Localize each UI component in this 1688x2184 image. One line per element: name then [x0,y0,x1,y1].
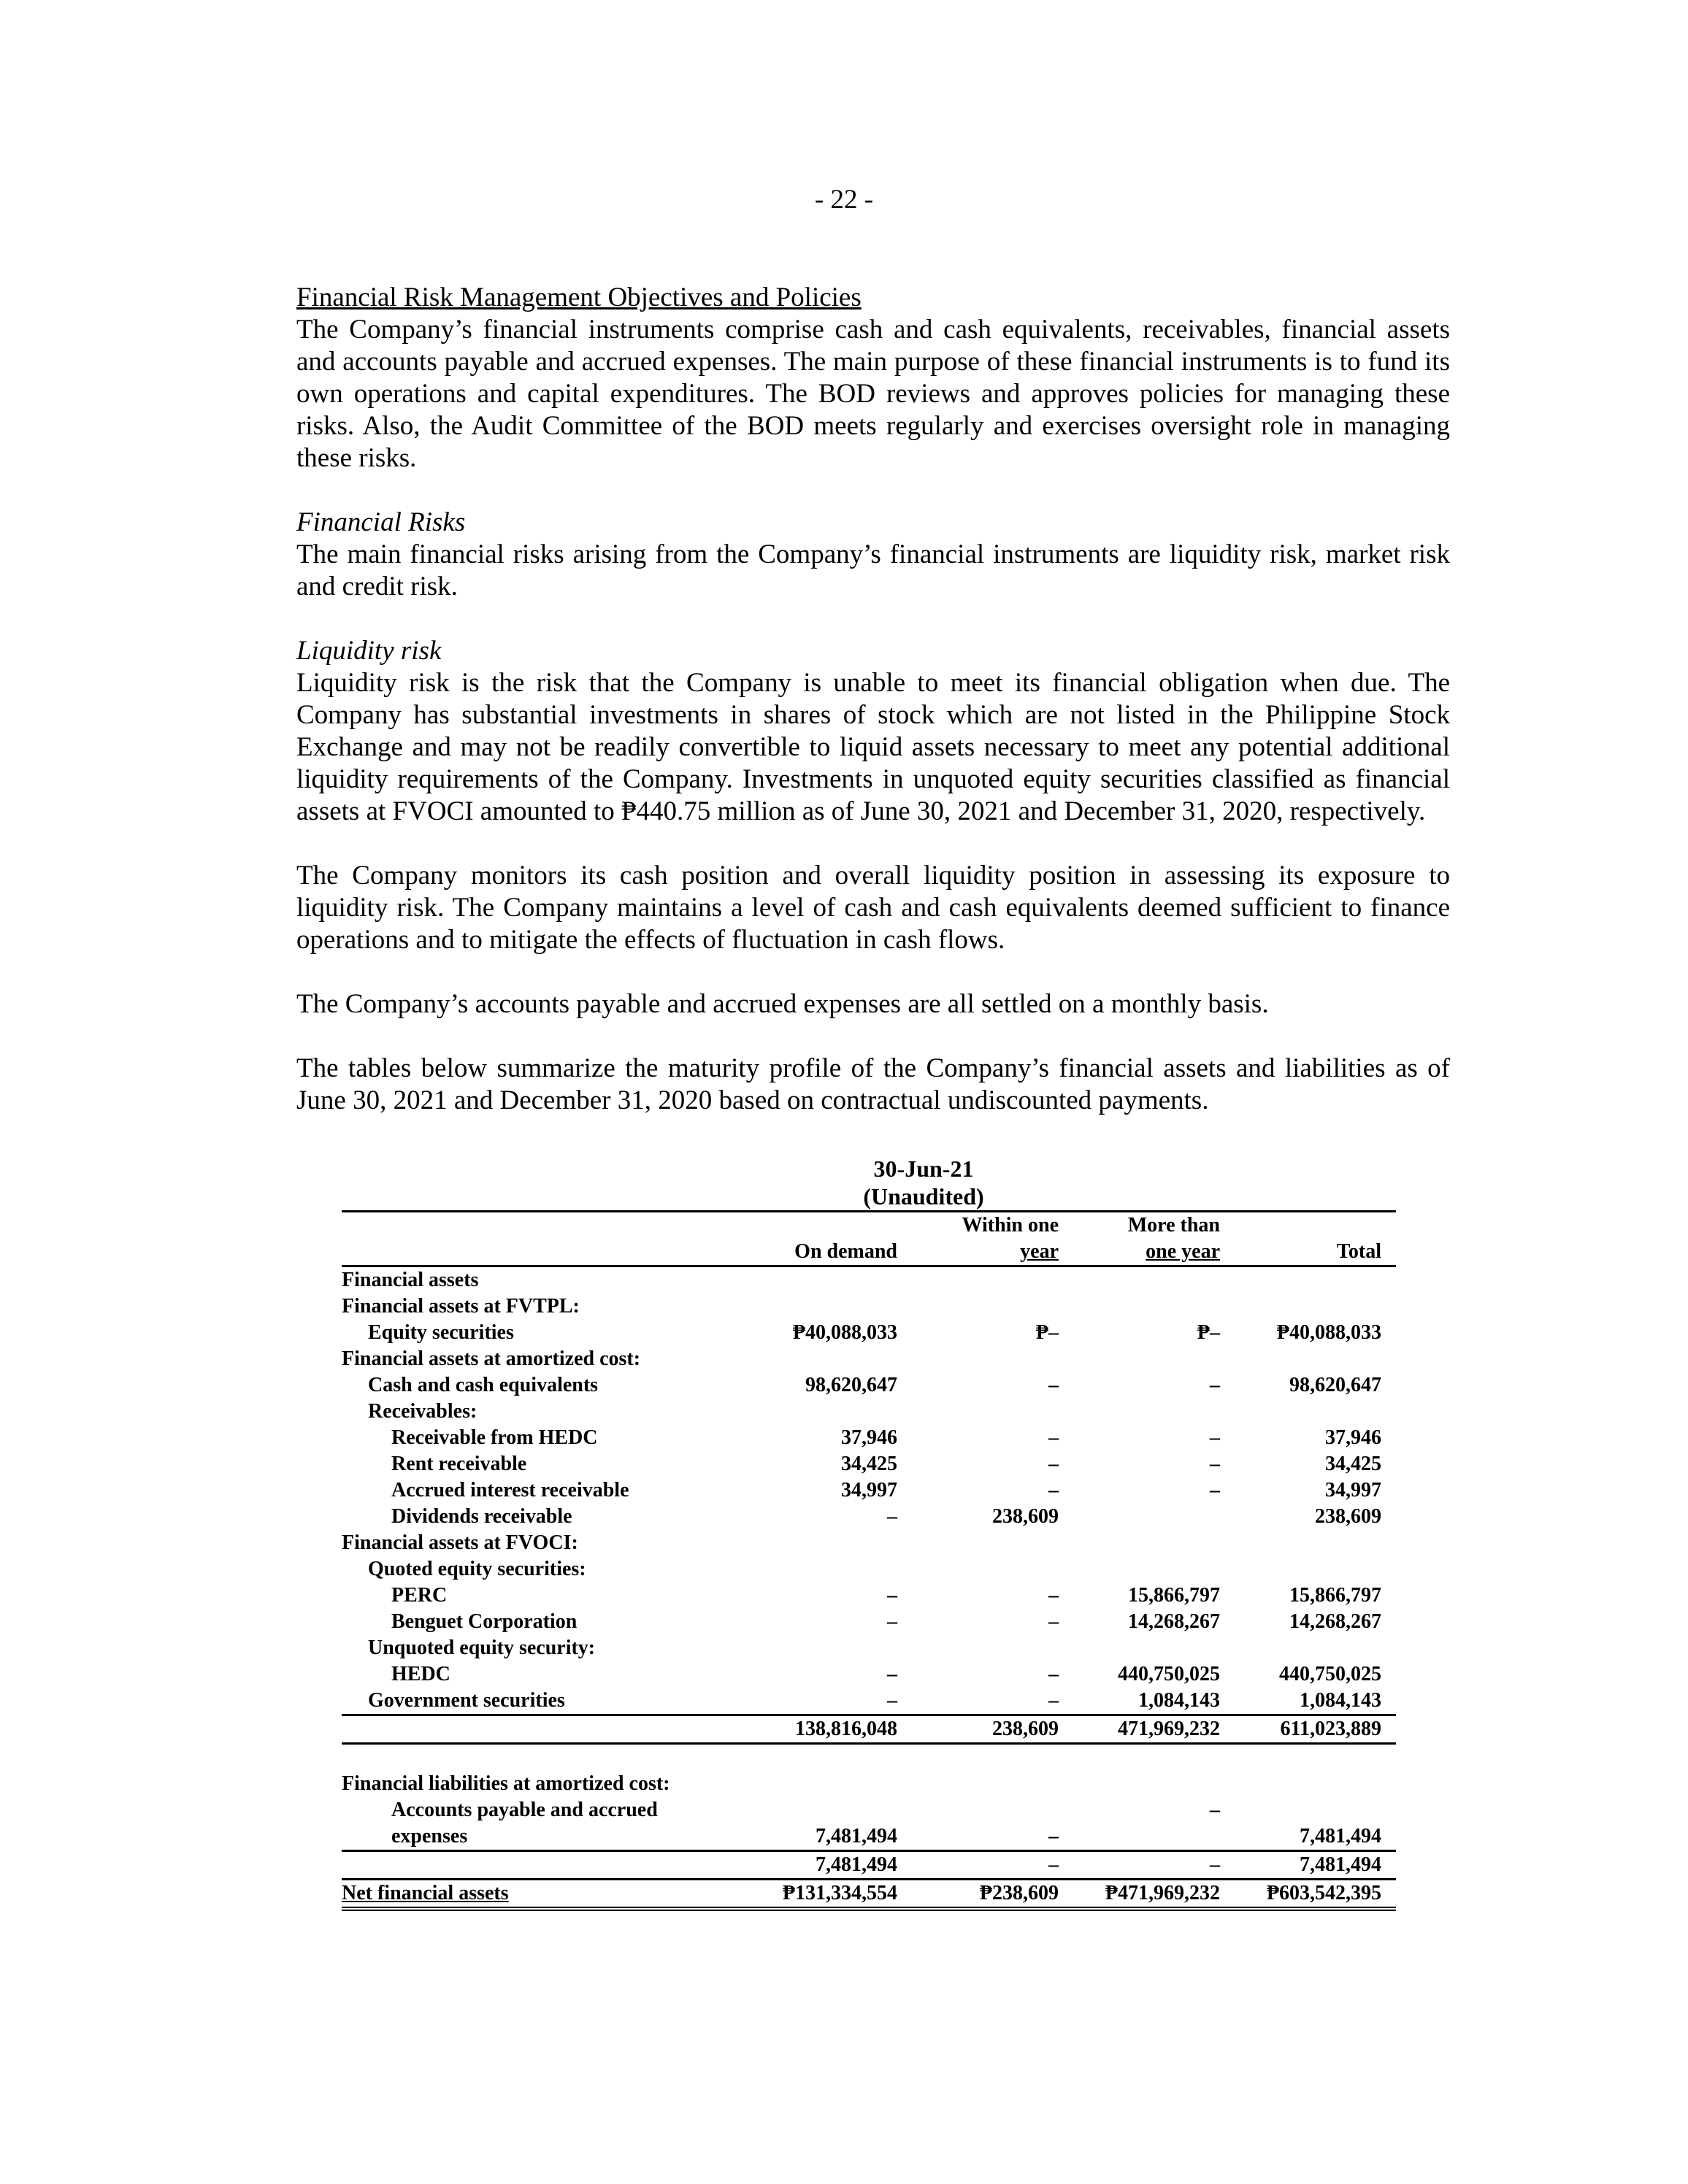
frm-paragraph: The Company’s financial instruments comprise cash and cash equivalents, receivables, financial assets and accounts payable and accrued expenses. The main purpose of these financial instruments is to fund its own operations and capital expenditures. The BOD reviews and approves policies for managing these risks. Also, the Audit Committee of the BOD meets regularly and exercises oversight role in managing these risks. [296,315,1450,473]
row-value [1073,1346,1235,1372]
row-value: 14,268,267 [1128,1610,1220,1633]
row-value [1073,1399,1235,1425]
row-value: ₱– [1197,1321,1220,1344]
row-value: 238,609 [1315,1505,1381,1528]
row-value [912,1635,1073,1661]
row-value [751,1399,912,1425]
row-value: 15,866,797 [1128,1584,1220,1607]
row-value: 37,946 [1325,1426,1381,1449]
row-label: Unquoted equity security: [368,1637,596,1659]
net-more-than: ₱471,969,232 [1073,1880,1235,1910]
document-body [296,282,1450,1117]
accounts-payable-row-1 [342,1797,1396,1823]
row-label: Financial assets [342,1269,479,1291]
table-row [342,1661,1396,1688]
table-row [342,1688,1396,1715]
liabilities-heading: Financial liabilities at amortized cost: [342,1772,670,1795]
assets-total-total: 611,023,889 [1235,1715,1396,1744]
liabilities-total-row [342,1851,1396,1880]
net-financial-assets-label: Net financial assets [342,1880,751,1910]
row-value [912,1530,1073,1556]
table-row [342,1635,1396,1661]
row-value: – [1048,1610,1059,1633]
row-label: Dividends receivable [391,1505,572,1528]
row-value [1235,1530,1396,1556]
table-row [342,1293,1396,1320]
table-row [342,1399,1396,1425]
row-value [1235,1399,1396,1425]
table-row [342,1372,1396,1399]
net-financial-assets-row [342,1880,1396,1910]
row-label: Receivables: [368,1400,477,1423]
row-value: – [887,1610,897,1633]
row-value [1073,1635,1235,1661]
table-caption-status: (Unaudited) [863,1183,984,1210]
assets-total-row [342,1715,1396,1744]
row-value [1073,1293,1235,1320]
row-value [912,1293,1073,1320]
header-total: Total [1235,1239,1396,1266]
table-row [342,1530,1396,1556]
row-label: Financial assets at FVOCI: [342,1531,578,1554]
liquidity-risk-heading: Liquidity risk [296,636,442,666]
row-value: – [1048,1479,1059,1502]
row-value: – [1210,1453,1220,1475]
accounts-payable-more-dash: – [1210,1799,1220,1821]
row-label: Accrued interest receivable [391,1479,629,1502]
row-value: 98,620,647 [805,1374,897,1396]
row-value: – [1048,1374,1059,1396]
row-value [912,1266,1073,1294]
row-value: 440,750,025 [1279,1663,1381,1685]
row-value: 15,866,797 [1289,1584,1381,1607]
liquidity-risk-paragraph-1: Liquidity risk is the risk that the Company is unable to meet its financial obligation when due. The Company has substantial investments in shares of stock which are not listed in the Philippine Stock Exchange and may not be readily convertible to liquid assets necessary to meet any potential additional liquidity requirements of the Company. Investments in unquoted equity securities classified as financial assets at FVOCI amounted to ₱440.75 million as of June 30, 2021 and December 31, 2020, respectively. [296,668,1450,826]
row-value [1073,1266,1235,1294]
row-value: 440,750,025 [1118,1663,1220,1685]
row-label: PERC [391,1584,448,1607]
table-row [342,1556,1396,1583]
net-within-one: ₱238,609 [912,1880,1073,1910]
liquidity-risk-paragraph-2: The Company monitors its cash position and overall liquidity position in assessing its exposure to liquidity risk. The Company maintains a level of cash and cash equivalents deemed sufficient to finance operations and to mitigate the effects of fluctuation in cash flows. [296,861,1450,955]
row-label: HEDC [391,1663,450,1685]
row-value [751,1556,912,1583]
row-value: – [1048,1584,1059,1607]
header-more-than-1: More than [1073,1212,1235,1239]
row-value: – [1210,1426,1220,1449]
row-value [751,1266,912,1294]
row-label: Financial assets at amortized cost: [342,1347,641,1370]
maturity-table-section [342,1155,1396,1911]
financial-risks-heading: Financial Risks [296,507,466,537]
row-value [912,1556,1073,1583]
row-value: – [1048,1426,1059,1449]
row-value: – [912,1688,1073,1715]
asset-rows [342,1266,1396,1715]
row-value: – [887,1584,897,1607]
frm-heading: Financial Risk Management Objectives and Policies [296,282,862,312]
table-row [342,1266,1396,1294]
row-label: Financial assets at FVTPL: [342,1295,580,1318]
row-label: Rent receivable [391,1453,527,1475]
accounts-payable-within-one: – [912,1823,1073,1851]
table-row [342,1346,1396,1372]
row-value: 1,084,143 [1235,1688,1396,1715]
liabilities-total-within-one: – [912,1851,1073,1880]
net-total: ₱603,542,395 [1235,1880,1396,1910]
row-value [1235,1635,1396,1661]
row-value: – [887,1505,897,1528]
liquidity-risk-paragraph-3: The Company’s accounts payable and accrued expenses are all settled on a monthly basis. [296,989,1269,1019]
row-value [1073,1504,1235,1530]
maturity-profile-table [342,1210,1396,1911]
table-row [342,1609,1396,1635]
table-row [342,1425,1396,1451]
table-row [342,1504,1396,1530]
header-on-demand: On demand [751,1239,912,1266]
financial-risks-paragraph: The main financial risks arising from the Company’s financial instruments are liquidity risk, market risk and credit risk. [296,539,1450,601]
row-value: – [1048,1663,1059,1685]
table-caption-date: 30-Jun-21 [873,1156,974,1182]
row-value: 14,268,267 [1289,1610,1381,1633]
liquidity-risk-paragraph-4: The tables below summarize the maturity profile of the Company’s financial assets and liabilities as of June 30, 2021 and December 31, 2020 based on contractual undiscounted payments. [296,1053,1450,1115]
table-row [342,1451,1396,1477]
row-value: 34,425 [841,1453,897,1475]
row-label: Cash and cash equivalents [368,1374,599,1396]
row-value: – [751,1688,912,1715]
row-value [1235,1556,1396,1583]
row-value: 1,084,143 [1073,1688,1235,1715]
row-value: ₱40,088,033 [792,1321,897,1344]
row-label: Receivable from HEDC [391,1426,598,1449]
net-on-demand: ₱131,334,554 [751,1880,912,1910]
row-value [1235,1293,1396,1320]
row-value: 37,946 [841,1426,897,1449]
row-value: ₱40,088,033 [1276,1321,1381,1344]
row-value: ₱– [1035,1321,1059,1344]
row-label: Benguet Corporation [391,1610,578,1633]
row-value: – [1210,1479,1220,1502]
liabilities-heading-row [342,1771,1396,1797]
assets-total-more-than: 471,969,232 [1073,1715,1235,1744]
row-value: – [1210,1374,1220,1396]
row-value: – [887,1663,897,1685]
page-number: - 22 - [814,185,874,215]
row-value [751,1293,912,1320]
row-label: Government securities [342,1688,751,1715]
row-value: – [1048,1453,1059,1475]
header-within-one-2: year [912,1239,1073,1266]
row-value [751,1635,912,1661]
row-value: 34,997 [841,1479,897,1502]
row-value: 238,609 [992,1505,1059,1528]
table-row [342,1477,1396,1504]
accounts-payable-more-than [1073,1823,1235,1851]
row-value: 34,997 [1325,1479,1381,1502]
header-within-one-1: Within one [912,1212,1073,1239]
row-value [1073,1530,1235,1556]
assets-total-on-demand: 138,816,048 [751,1715,912,1744]
liabilities-total-on-demand: 7,481,494 [751,1851,912,1880]
assets-total-within-one: 238,609 [912,1715,1073,1744]
row-value [912,1399,1073,1425]
table-row [342,1583,1396,1609]
row-value [1235,1266,1396,1294]
row-label: Equity securities [368,1321,514,1344]
liabilities-total-total: 7,481,494 [1235,1851,1396,1880]
accounts-payable-row-2 [342,1823,1396,1851]
header-more-than-2: one year [1073,1239,1235,1266]
accounts-payable-total: 7,481,494 [1235,1823,1396,1851]
row-value: 34,425 [1325,1453,1381,1475]
accounts-payable-on-demand: 7,481,494 [751,1823,912,1851]
row-label: Quoted equity securities: [368,1558,586,1580]
row-value [1235,1346,1396,1372]
row-value [751,1346,912,1372]
table-row [342,1320,1396,1346]
row-value [1073,1556,1235,1583]
row-value [912,1346,1073,1372]
liabilities-total-more-than: – [1073,1851,1235,1880]
accounts-payable-label-1: Accounts payable and accrued [391,1799,658,1821]
row-value: 98,620,647 [1289,1374,1381,1396]
accounts-payable-label-2: expenses [342,1823,751,1851]
row-value [751,1530,912,1556]
